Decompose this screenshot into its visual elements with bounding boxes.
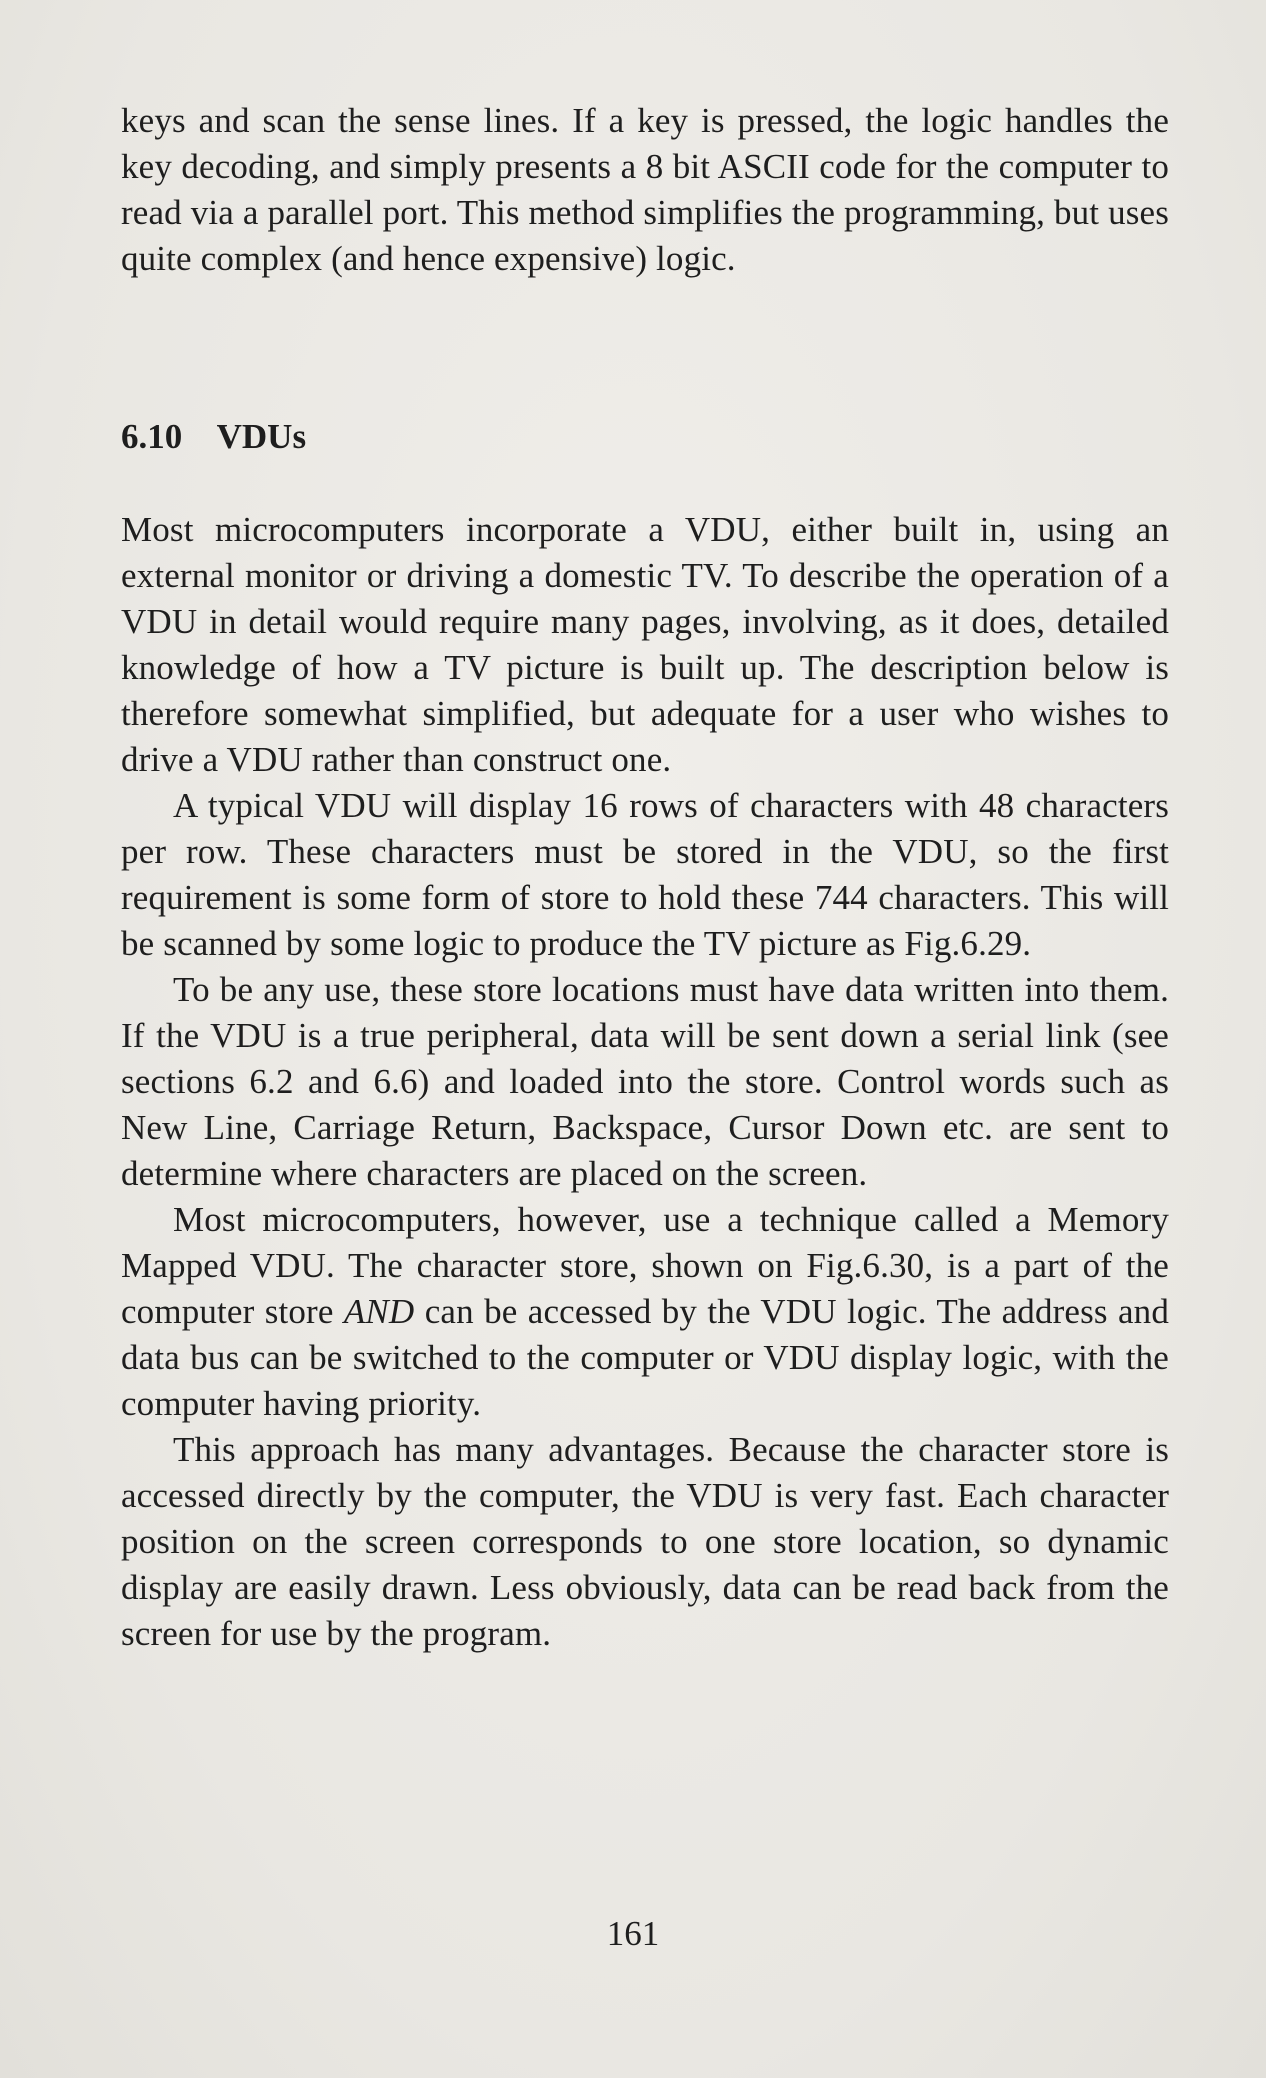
section-heading xyxy=(121,414,306,460)
section-number: 6.10 xyxy=(121,417,183,456)
section-title: VDUs xyxy=(216,417,307,456)
paragraph-5: This approach has many advantages. Because the character store is accessed directly by the computer, the VDU is very fast. Each character position on the screen corresponds to one store location, so dynamic display are easily drawn. Less obviously, data can be read back from the screen for use by the program. xyxy=(121,1430,1169,1653)
page-number: 161 xyxy=(606,1914,660,1953)
paragraph-2: A typical VDU will display 16 rows of characters with 48 characters per row. These characters must be stored in the VDU, so the first requirement is some form of store to hold these 744 characters. This will be scanned by some logic to produce the TV picture as Fig.6.29. xyxy=(121,786,1169,963)
paragraph-top: keys and scan the sense lines. If a key is pressed, the logic handles the key decoding, and simply presents a 8 bit ASCII code for the computer to read via a parallel port. This method simplifies the programming, but uses quite complex (and hence expensive) logic. xyxy=(121,101,1169,278)
section-body xyxy=(121,507,1169,1657)
paragraph-4 xyxy=(121,1197,1169,1427)
continued-paragraph xyxy=(121,98,1169,282)
paragraph-4-after: can be accessed by the VDU logic. The address and data bus can be switched to the computer or VDU display logic, with the computer having priority. xyxy=(121,1292,1169,1423)
paragraph-4-before: Most microcomputers, however, use a technique called a Memory Mapped VDU. The character store, shown on Fig.6.30, is a part of the computer store xyxy=(121,1200,1169,1331)
paragraph-3: To be any use, these store locations must have data written into them. If the VDU is a true peripheral, data will be sent down a serial link (see sections 6.2 and 6.6) and loaded into the store. Control words such as New Line, Carriage Return, Backspace, Cursor Down etc. are sent to determine where characters are placed on the screen. xyxy=(121,970,1169,1193)
paragraph-1: Most microcomputers incorporate a VDU, either built in, using an external monitor or driving a domestic TV. To describe the operation of a VDU in detail would require many pages, involving, as it does, detailed knowledge of how a TV picture is built up. The description below is therefore somewhat simplified, but adequate for a user who wishes to drive a VDU rather than construct one. xyxy=(121,510,1169,779)
paragraph-4-emphasis: AND xyxy=(343,1292,415,1331)
